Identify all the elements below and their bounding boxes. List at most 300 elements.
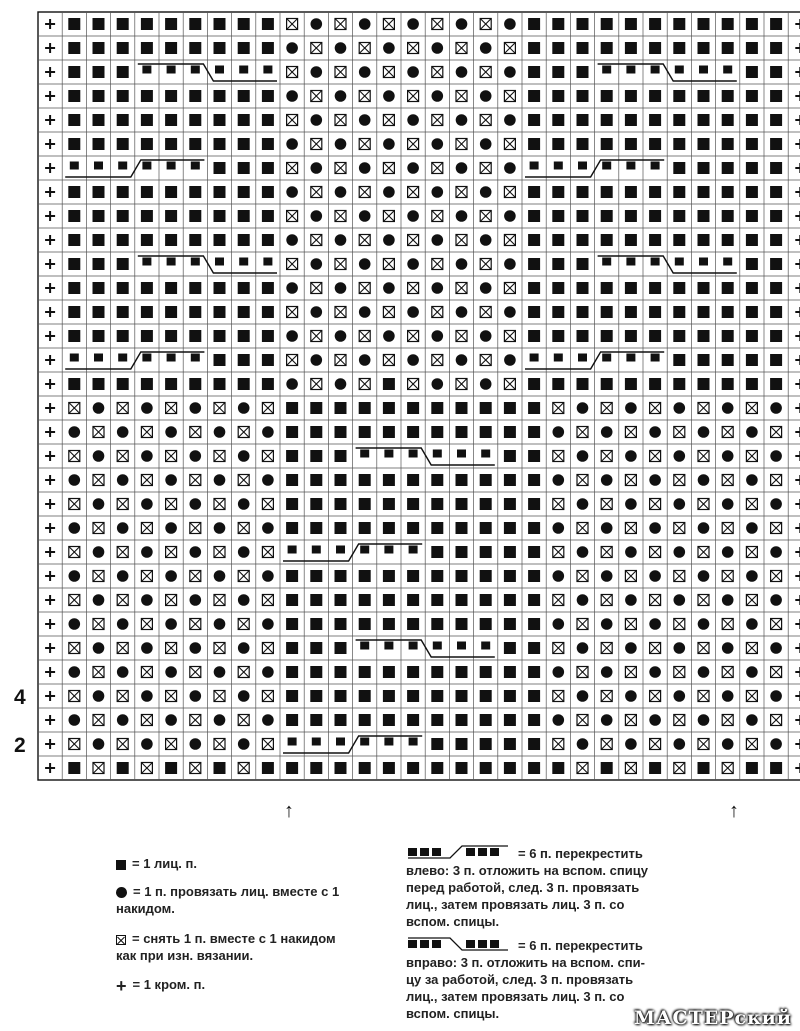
knit-together-stitch xyxy=(141,402,153,414)
knit-stitch xyxy=(770,66,782,78)
knit-together-stitch xyxy=(214,474,226,486)
knit-stitch xyxy=(335,522,347,534)
knit-together-stitch xyxy=(553,714,565,726)
knit-stitch xyxy=(722,114,734,126)
knit-stitch xyxy=(214,234,226,246)
legend-cable-left-desc: влево: 3 п. отложить на вспом. спицу перед работой, след. 3 п. провязать лиц., затем провязать лиц. 3 п. со вспом. спицы. xyxy=(406,863,648,929)
knit-stitch xyxy=(577,42,589,54)
knit-stitch xyxy=(288,738,297,746)
knit-together-stitch xyxy=(625,642,637,654)
edge-stitch-icon: + xyxy=(116,975,127,996)
knit-stitch xyxy=(70,354,79,362)
knit-stitch xyxy=(528,186,540,198)
knit-stitch xyxy=(601,330,613,342)
knit-stitch xyxy=(746,186,758,198)
knit-together-stitch xyxy=(69,618,81,630)
knit-stitch xyxy=(214,186,226,198)
knit-together-stitch xyxy=(93,546,105,558)
knit-stitch xyxy=(770,282,782,294)
legend-cable-right-desc: вправо: 3 п. отложить на вспом. спи- цу за работой, след. 3 п. провязать лиц., затем провязать лиц. 3 п. со вспом. спицы. xyxy=(406,955,645,1021)
knit-stitch xyxy=(262,762,274,774)
knit-stitch xyxy=(625,186,637,198)
knit-stitch xyxy=(746,42,758,54)
knit-together-stitch xyxy=(190,546,202,558)
knit-stitch xyxy=(165,186,177,198)
knit-stitch xyxy=(263,66,272,74)
knit-stitch xyxy=(359,474,371,486)
knit-stitch xyxy=(286,426,298,438)
knit-stitch xyxy=(673,18,685,30)
knit-stitch xyxy=(577,258,589,270)
knit-stitch xyxy=(117,18,129,30)
knit-stitch xyxy=(480,522,492,534)
legend-edge: + = 1 кром. п. xyxy=(116,975,206,996)
knit-stitch xyxy=(310,498,322,510)
knit-stitch xyxy=(673,306,685,318)
knit-stitch xyxy=(577,114,589,126)
knit-stitch xyxy=(577,306,589,318)
knit-stitch xyxy=(528,282,540,294)
knit-together-stitch xyxy=(311,66,323,78)
knit-together-stitch xyxy=(238,498,250,510)
knit-together-stitch xyxy=(165,570,177,582)
knit-stitch xyxy=(335,474,347,486)
knit-stitch xyxy=(698,138,710,150)
knit-stitch xyxy=(480,690,492,702)
knit-stitch xyxy=(651,258,660,266)
knit-stitch xyxy=(746,162,758,174)
knit-stitch xyxy=(698,330,710,342)
knit-together-stitch xyxy=(311,306,323,318)
knit-stitch xyxy=(238,138,250,150)
knit-together-stitch xyxy=(456,18,468,30)
knit-stitch xyxy=(383,474,395,486)
knit-stitch xyxy=(552,306,564,318)
knit-stitch xyxy=(165,210,177,222)
knit-stitch xyxy=(578,162,587,170)
knit-stitch xyxy=(649,210,661,222)
knit-stitch xyxy=(481,450,490,458)
knit-together-stitch xyxy=(311,210,323,222)
knit-together-stitch xyxy=(432,234,444,246)
knit-together-stitch xyxy=(335,90,347,102)
knit-stitch xyxy=(189,42,201,54)
knit-stitch xyxy=(407,570,419,582)
knit-stitch xyxy=(625,330,637,342)
knit-together-stitch xyxy=(601,522,613,534)
knit-together-stitch xyxy=(770,690,782,702)
knit-together-stitch xyxy=(262,522,274,534)
knit-together-stitch xyxy=(407,66,419,78)
knit-together-stitch xyxy=(674,450,686,462)
knit-stitch xyxy=(214,18,226,30)
watermark-logo: МАСТЕРский xyxy=(633,1007,792,1029)
knit-stitch xyxy=(142,258,151,266)
knit-stitch xyxy=(746,378,758,390)
knit-together-stitch xyxy=(383,186,395,198)
knit-stitch xyxy=(601,18,613,30)
knit-together-stitch xyxy=(456,210,468,222)
knit-stitch xyxy=(191,258,200,266)
knit-stitch xyxy=(262,186,274,198)
knit-stitch xyxy=(528,18,540,30)
knit-stitch xyxy=(770,114,782,126)
knit-together-stitch xyxy=(746,618,758,630)
knit-together-icon xyxy=(116,887,127,898)
knit-together-stitch xyxy=(456,306,468,318)
knit-together-stitch xyxy=(577,690,589,702)
knit-together-stitch xyxy=(214,618,226,630)
knit-stitch xyxy=(93,90,105,102)
knit-stitch xyxy=(552,114,564,126)
knit-together-stitch xyxy=(432,330,444,342)
knit-stitch xyxy=(167,258,176,266)
knit-stitch xyxy=(723,258,732,266)
knit-stitch xyxy=(431,570,443,582)
knit-together-stitch xyxy=(553,570,565,582)
knit-stitch xyxy=(528,618,540,630)
knit-stitch xyxy=(770,378,782,390)
knit-together-stitch xyxy=(141,690,153,702)
knit-together-stitch xyxy=(722,546,734,558)
knit-stitch xyxy=(409,546,418,554)
knit-together-stitch xyxy=(335,330,347,342)
knit-together-stitch xyxy=(165,522,177,534)
knit-stitch xyxy=(480,594,492,606)
knit-stitch xyxy=(528,450,540,462)
knit-together-stitch xyxy=(141,642,153,654)
knit-stitch xyxy=(698,162,710,174)
knit-together-stitch xyxy=(383,330,395,342)
knit-together-stitch xyxy=(93,402,105,414)
knit-together-stitch xyxy=(674,546,686,558)
knit-stitch xyxy=(141,306,153,318)
knit-stitch xyxy=(504,474,516,486)
knit-stitch xyxy=(262,354,274,366)
knit-stitch xyxy=(456,474,468,486)
legend-cable-right: = 6 п. перекрестить xyxy=(518,938,643,953)
slip-stitch-icon xyxy=(116,935,126,945)
knit-stitch xyxy=(286,618,298,630)
knit-stitch xyxy=(649,330,661,342)
knit-together-stitch xyxy=(214,666,226,678)
knit-together-stitch xyxy=(238,594,250,606)
knit-together-stitch xyxy=(504,66,516,78)
knit-together-stitch xyxy=(359,114,371,126)
knit-stitch xyxy=(238,186,250,198)
knit-stitch xyxy=(263,258,272,266)
knit-stitch xyxy=(456,546,468,558)
knit-stitch xyxy=(480,474,492,486)
knit-stitch xyxy=(528,642,540,654)
legend-slip: = снять 1 п. вместе с 1 накидом как при изн. вязании. xyxy=(116,931,336,963)
knit-stitch xyxy=(673,138,685,150)
knit-stitch xyxy=(409,450,418,458)
knit-stitch xyxy=(215,258,224,266)
knit-stitch xyxy=(93,330,105,342)
knit-stitch xyxy=(649,282,661,294)
knit-stitch xyxy=(239,258,248,266)
knit-stitch xyxy=(431,690,443,702)
knit-stitch xyxy=(167,162,176,170)
knit-stitch xyxy=(746,234,758,246)
knit-stitch xyxy=(359,690,371,702)
knit-stitch xyxy=(698,282,710,294)
knit-together-stitch xyxy=(722,402,734,414)
knit-stitch xyxy=(360,642,369,650)
knit-stitch xyxy=(552,378,564,390)
knit-together-stitch xyxy=(286,186,298,198)
knit-stitch xyxy=(722,330,734,342)
knit-stitch xyxy=(68,186,80,198)
knit-stitch xyxy=(68,114,80,126)
knit-stitch xyxy=(383,618,395,630)
knit-together-stitch xyxy=(190,498,202,510)
knit-together-stitch xyxy=(456,66,468,78)
knit-stitch xyxy=(431,402,443,414)
knit-stitch xyxy=(117,138,129,150)
knit-together-stitch xyxy=(93,690,105,702)
knit-together-stitch xyxy=(165,426,177,438)
knit-stitch xyxy=(383,426,395,438)
knit-together-stitch xyxy=(359,66,371,78)
knit-stitch xyxy=(141,42,153,54)
knit-stitch xyxy=(601,282,613,294)
knit-stitch xyxy=(310,402,322,414)
knit-stitch xyxy=(626,66,635,74)
knit-stitch xyxy=(698,354,710,366)
knit-stitch xyxy=(359,522,371,534)
knit-together-stitch xyxy=(601,618,613,630)
knit-stitch xyxy=(552,186,564,198)
knit-stitch xyxy=(625,42,637,54)
knit-stitch xyxy=(189,18,201,30)
knit-stitch xyxy=(286,498,298,510)
knit-stitch xyxy=(68,66,80,78)
knit-stitch xyxy=(770,162,782,174)
knit-stitch xyxy=(141,186,153,198)
knit-stitch xyxy=(189,210,201,222)
knit-stitch xyxy=(286,666,298,678)
knit-stitch xyxy=(117,186,129,198)
knit-together-stitch xyxy=(165,666,177,678)
knit-stitch xyxy=(383,522,395,534)
knit-stitch xyxy=(649,18,661,30)
knit-together-stitch xyxy=(69,474,81,486)
knit-stitch xyxy=(142,354,151,362)
knit-stitch xyxy=(335,642,347,654)
knit-stitch xyxy=(214,138,226,150)
knit-stitch xyxy=(93,258,105,270)
knit-stitch xyxy=(552,90,564,102)
knit-stitch xyxy=(214,162,226,174)
knit-together-stitch xyxy=(407,306,419,318)
knit-together-stitch xyxy=(625,402,637,414)
knit-together-stitch xyxy=(577,450,589,462)
knit-together-stitch xyxy=(577,594,589,606)
knit-together-stitch xyxy=(432,378,444,390)
knit-stitch xyxy=(626,354,635,362)
knit-stitch xyxy=(407,426,419,438)
knit-stitch xyxy=(335,714,347,726)
knit-stitch xyxy=(480,426,492,438)
knit-stitch xyxy=(117,90,129,102)
knit-stitch xyxy=(93,66,105,78)
knit-stitch xyxy=(335,618,347,630)
legend-knit-together: = 1 п. провязать лиц. вместе с 1 накидом. xyxy=(116,884,340,916)
knit-stitch xyxy=(698,18,710,30)
knit-stitch xyxy=(528,306,540,318)
knit-together-stitch xyxy=(141,738,153,750)
knit-together-stitch xyxy=(93,594,105,606)
knit-stitch xyxy=(649,90,661,102)
knit-stitch xyxy=(625,378,637,390)
knit-together-stitch xyxy=(577,642,589,654)
knit-together-stitch xyxy=(214,570,226,582)
knit-stitch xyxy=(117,306,129,318)
knit-stitch xyxy=(68,306,80,318)
knit-stitch xyxy=(335,498,347,510)
knit-stitch xyxy=(384,642,393,650)
knit-together-stitch xyxy=(649,714,661,726)
row-number-left: 4 xyxy=(14,686,26,709)
knit-together-stitch xyxy=(141,546,153,558)
knit-stitch xyxy=(286,594,298,606)
knit-stitch xyxy=(699,66,708,74)
knit-together-stitch xyxy=(238,450,250,462)
knit-together-stitch xyxy=(359,258,371,270)
knit-stitch xyxy=(601,378,613,390)
knit-together-stitch xyxy=(480,186,492,198)
knit-stitch xyxy=(746,762,758,774)
knit-together-stitch xyxy=(69,714,81,726)
knit-together-stitch xyxy=(93,642,105,654)
knit-stitch xyxy=(504,714,516,726)
knit-together-stitch xyxy=(262,618,274,630)
knit-stitch xyxy=(530,354,539,362)
knit-together-stitch xyxy=(407,210,419,222)
knit-together-stitch xyxy=(165,474,177,486)
knit-stitch xyxy=(141,90,153,102)
knit-stitch xyxy=(504,642,516,654)
knit-stitch xyxy=(431,666,443,678)
knit-together-stitch xyxy=(359,162,371,174)
knit-stitch xyxy=(336,546,345,554)
knit-stitch xyxy=(335,570,347,582)
knit-stitch xyxy=(118,354,127,362)
knit-together-stitch xyxy=(262,666,274,678)
knit-stitch xyxy=(407,522,419,534)
knit-stitch xyxy=(746,114,758,126)
knit-stitch xyxy=(480,762,492,774)
knit-stitch xyxy=(431,738,443,750)
knit-stitch xyxy=(770,42,782,54)
knit-stitch xyxy=(480,570,492,582)
knit-stitch xyxy=(554,162,563,170)
knit-stitch xyxy=(673,186,685,198)
knit-stitch xyxy=(504,618,516,630)
knit-stitch xyxy=(262,162,274,174)
knit-stitch xyxy=(649,378,661,390)
knit-together-stitch xyxy=(553,522,565,534)
knit-together-stitch xyxy=(190,642,202,654)
knit-stitch xyxy=(698,234,710,246)
knit-stitch xyxy=(746,210,758,222)
knit-stitch xyxy=(577,378,589,390)
knit-stitch xyxy=(698,762,710,774)
knit-stitch xyxy=(359,426,371,438)
knit-together-stitch xyxy=(553,666,565,678)
knit-together-stitch xyxy=(722,450,734,462)
knit-stitch xyxy=(191,354,200,362)
knit-stitch xyxy=(722,210,734,222)
knit-stitch xyxy=(504,546,516,558)
knit-stitch xyxy=(770,186,782,198)
knit-stitch xyxy=(310,762,322,774)
knit-stitch xyxy=(528,522,540,534)
knit-stitch xyxy=(552,66,564,78)
knit-stitch xyxy=(698,90,710,102)
knit-stitch xyxy=(770,90,782,102)
knit-stitch xyxy=(480,498,492,510)
knit-together-stitch xyxy=(722,594,734,606)
knit-together-stitch xyxy=(238,546,250,558)
knit-together-stitch xyxy=(383,42,395,54)
knit-together-stitch xyxy=(262,426,274,438)
knit-together-stitch xyxy=(504,306,516,318)
knit-together-stitch xyxy=(93,498,105,510)
knit-stitch xyxy=(383,690,395,702)
knit-together-stitch xyxy=(770,498,782,510)
knit-stitch xyxy=(189,378,201,390)
knit-stitch xyxy=(504,402,516,414)
knit-stitch xyxy=(407,690,419,702)
knit-stitch xyxy=(215,66,224,74)
knit-stitch xyxy=(770,762,782,774)
knit-stitch xyxy=(601,42,613,54)
knit-stitch xyxy=(601,762,613,774)
knit-stitch xyxy=(68,18,80,30)
knit-stitch xyxy=(262,42,274,54)
knit-stitch xyxy=(359,594,371,606)
knit-stitch xyxy=(68,90,80,102)
knit-together-stitch xyxy=(601,570,613,582)
knit-stitch xyxy=(359,402,371,414)
knit-stitch xyxy=(528,42,540,54)
knit-together-stitch xyxy=(698,426,710,438)
knit-together-stitch xyxy=(238,402,250,414)
knit-stitch xyxy=(262,138,274,150)
knit-stitch xyxy=(528,258,540,270)
knit-stitch xyxy=(699,258,708,266)
knit-stitch xyxy=(117,330,129,342)
knit-stitch xyxy=(383,378,395,390)
knit-stitch xyxy=(722,306,734,318)
knit-together-stitch xyxy=(746,714,758,726)
knit-stitch xyxy=(310,570,322,582)
knit-stitch xyxy=(625,114,637,126)
knit-stitch xyxy=(602,354,611,362)
knit-stitch xyxy=(93,114,105,126)
knit-together-stitch xyxy=(625,498,637,510)
knit-stitch xyxy=(625,282,637,294)
knit-together-stitch xyxy=(262,570,274,582)
knit-stitch xyxy=(214,114,226,126)
knit-stitch xyxy=(746,66,758,78)
knit-stitch xyxy=(68,282,80,294)
knit-stitch xyxy=(552,42,564,54)
knit-stitch xyxy=(552,234,564,246)
